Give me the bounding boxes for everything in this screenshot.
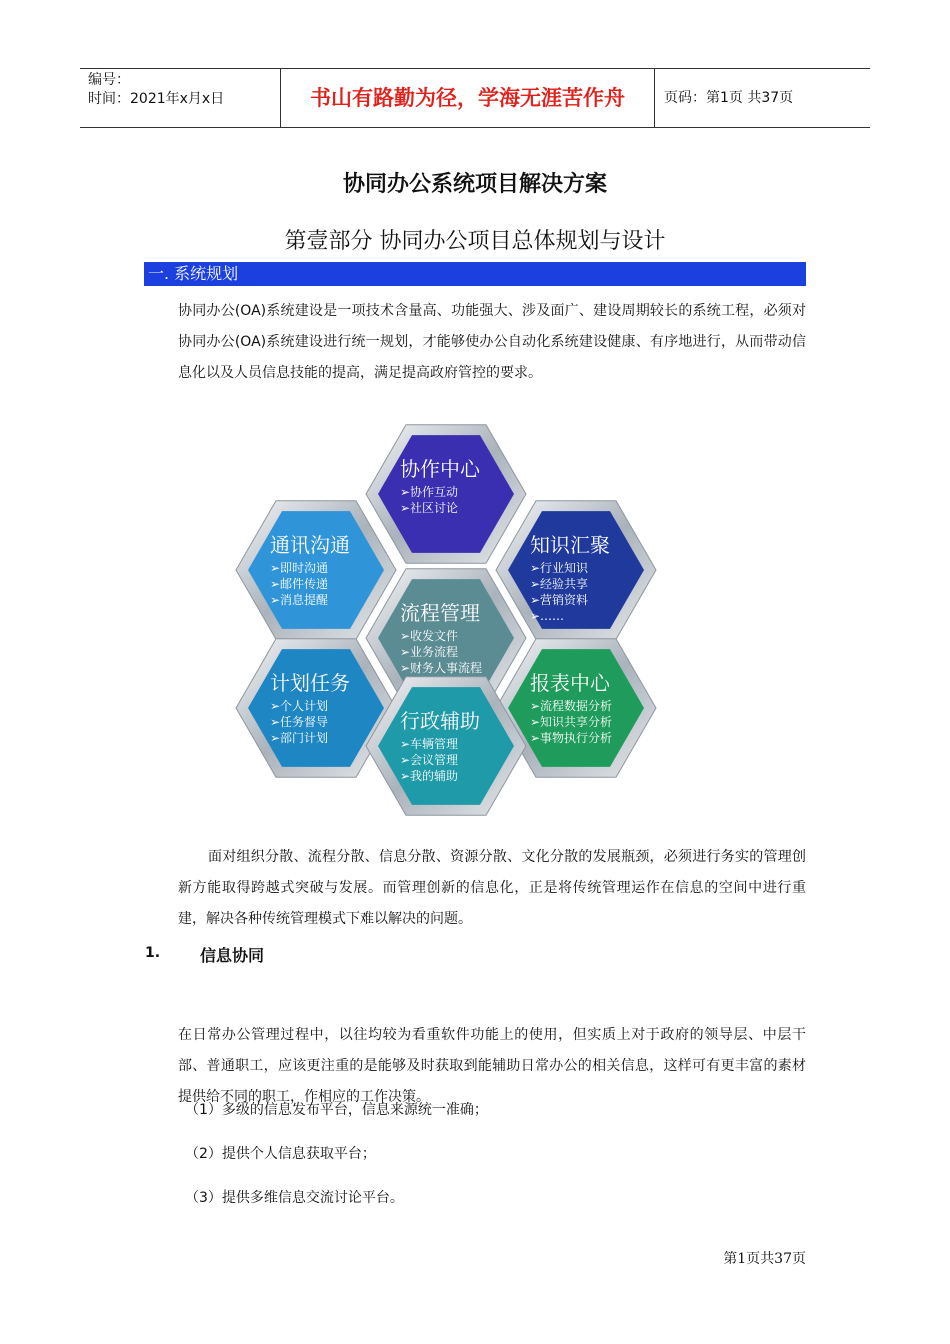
hexagon-title: 行政辅助 bbox=[400, 709, 480, 733]
hexagon-0 bbox=[366, 425, 526, 564]
hexagon-item: ➢收发文件 bbox=[400, 629, 459, 643]
subsection-number: 1. bbox=[145, 945, 161, 961]
hexagon-item: ➢个人计划 bbox=[270, 699, 329, 713]
hexagon-2 bbox=[496, 501, 656, 640]
hexagon-item: ➢任务督导 bbox=[270, 715, 329, 729]
hexagon-item: ➢邮件传递 bbox=[270, 577, 329, 591]
hexagon-title: 知识汇聚 bbox=[530, 533, 610, 557]
section-heading: 一. 系统规划 bbox=[144, 262, 806, 286]
hexagon-item: ➢营销资料 bbox=[530, 593, 589, 607]
hexagon-item: ➢事物执行分析 bbox=[530, 731, 613, 745]
subsection-title: 信息协同 bbox=[200, 946, 265, 965]
hexagon-title: 通讯沟通 bbox=[270, 533, 350, 557]
hexagon-title: 流程管理 bbox=[400, 601, 480, 625]
hexagon-item: ➢协作互动 bbox=[400, 485, 459, 499]
hexagon-title: 报表中心 bbox=[530, 671, 610, 695]
hexagon-item: ➢财务人事流程 bbox=[400, 661, 483, 675]
hexagon-item: ➢流程数据分析 bbox=[530, 699, 613, 713]
part-title: 第壹部分 协同办公项目总体规划与设计 bbox=[284, 229, 666, 254]
number-label: 编号： bbox=[88, 72, 130, 88]
hexagon-item: ➢会议管理 bbox=[400, 753, 459, 767]
header-divider bbox=[654, 69, 655, 127]
list-item: （3）提供多维信息交流讨论平台。 bbox=[185, 1190, 404, 1206]
header-motto: 书山有路勤为径，学海无涯苦作舟 bbox=[310, 86, 625, 110]
hexagon-item: ➢知识共享分析 bbox=[530, 715, 613, 729]
list-item: （2）提供个人信息获取平台； bbox=[185, 1146, 376, 1162]
hexagon-item: ➢即时沟通 bbox=[270, 561, 329, 575]
hexagon-item: ➢消息提醒 bbox=[270, 593, 329, 607]
header-meta bbox=[88, 71, 278, 109]
hexagon-item: ➢车辆管理 bbox=[400, 737, 459, 751]
list-item: （1）多级的信息发布平台，信息来源统一准确； bbox=[185, 1102, 488, 1118]
hexagon-item: ➢我的辅助 bbox=[400, 769, 459, 783]
header-table bbox=[80, 68, 870, 128]
third-paragraph: 在日常办公管理过程中，以往均较为看重软件功能上的使用，但实质上对于政府的领导层、中层干部、普通职工，应该更注重的是能够及时获取到能辅助日常办公的相关信息，这样可有更丰富的素材提供给不同的职工，作相应的工作决策。 bbox=[178, 1027, 806, 1105]
footer-page-number: 第1页共37页 bbox=[723, 1251, 806, 1267]
hexagon-item: ➢部门计划 bbox=[270, 731, 329, 745]
time-label: 时间：2021年x月x日 bbox=[88, 91, 225, 107]
hexagon-item: ➢…… bbox=[530, 609, 565, 623]
second-paragraph: 面对组织分散、流程分散、信息分散、资源分散、文化分散的发展瓶颈，必须进行务实的管理创新方能取得跨越式突破与发展。而管理创新的信息化，正是将传统管理运作在信息的空间中进行重建，解决各种传统管理模式下难以解决的问题。 bbox=[178, 849, 806, 927]
header-page-info: 页码：第1页 共37页 bbox=[664, 90, 794, 106]
hexagon-item: ➢行业知识 bbox=[530, 561, 589, 575]
hexagon-diagram bbox=[228, 408, 664, 816]
hexagon-item: ➢经验共享 bbox=[530, 577, 589, 591]
document-title: 协同办公系统项目解决方案 bbox=[342, 172, 607, 197]
hexagon-title: 计划任务 bbox=[270, 671, 350, 695]
hexagon-1 bbox=[236, 501, 396, 640]
hexagon-item: ➢业务流程 bbox=[400, 645, 459, 659]
intro-paragraph: 协同办公(OA)系统建设是一项技术含量高、功能强大、涉及面广、建设周期较长的系统工程，必须对协同办公(OA)系统建设进行统一规划，才能够使办公自动化系统建设健康、有序地进行，从而带动信息化以及人员信息技能的提高，满足提高政府管控的要求。 bbox=[178, 303, 806, 381]
hexagon-title: 协作中心 bbox=[400, 457, 480, 481]
hexagon-item: ➢社区讨论 bbox=[400, 501, 459, 515]
